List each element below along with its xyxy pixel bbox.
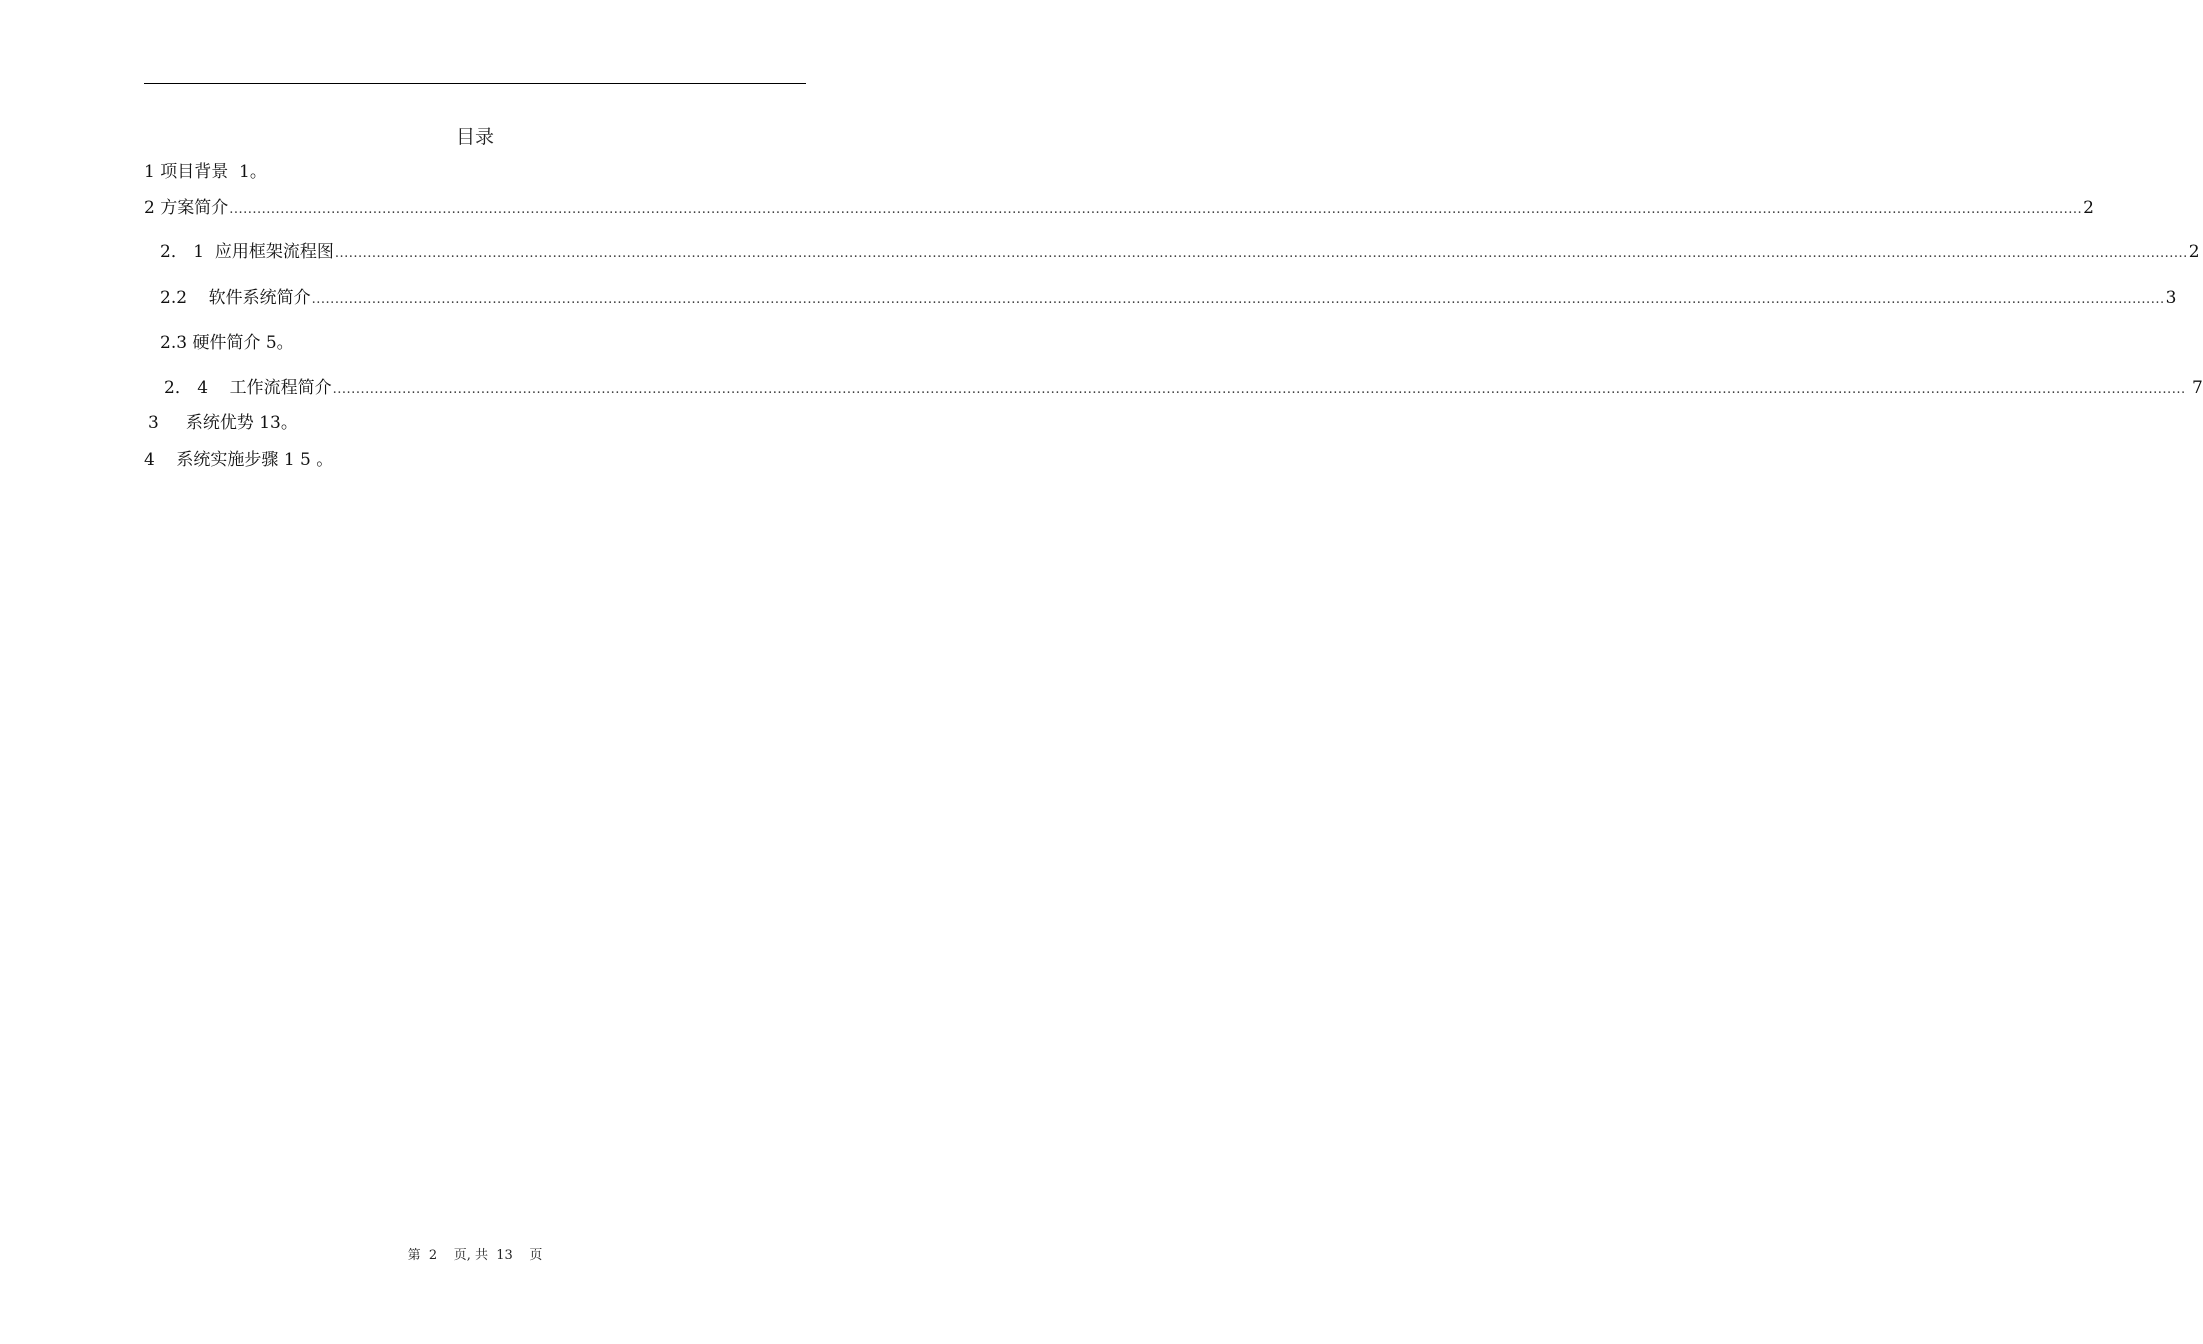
toc-entry-implementation-steps[interactable] [144,448,333,472]
toc-entry-workflow-intro[interactable] [164,376,2203,402]
toc-entry-label: 2.2 软件系统简介 [160,288,311,308]
toc-entry-label: 2 方案简介 [144,198,229,218]
toc-title: 目录 [455,126,494,148]
toc-entry-label: 2． 1 应用框架流程图 [160,242,334,262]
toc-entry-page: 7 [2186,378,2203,398]
toc-entry-label: 4 系统实施步骤 1 5 。 [144,450,334,470]
toc-entry-solution-intro[interactable] [144,196,2094,222]
toc-entry-system-advantages[interactable] [148,411,298,435]
toc-entry-label: 1 项目背景 1。 [144,162,267,182]
toc-entry-label: 3 系统优势 13。 [148,413,298,433]
toc-entry-page: 3 [2165,288,2177,308]
toc-entry-project-background[interactable] [144,160,267,184]
dot-leader: ................................................................................................................................................................................................................................................................................................................................................................................................................ [332,382,2186,397]
dot-leader: ................................................................................................................................................................................................................................................................................................................................................................................................................ [311,292,2165,307]
dot-leader: ................................................................................................................................................................................................................................................................................................................................................................................................................ [334,246,2188,261]
toc-entry-hardware-intro[interactable] [160,331,294,355]
toc-entry-label: 2． 4 工作流程简介 [164,378,332,398]
toc-entry-label: 2.3 硬件简介 5。 [160,333,294,353]
header-rule [144,83,806,84]
toc-entry-framework-flowchart[interactable] [160,240,2200,266]
toc-entry-page: 2 [2188,242,2200,262]
toc-entry-page: 2 [2083,198,2094,218]
page-footer: 第 2 页, 共 13 页 [407,1248,543,1263]
toc-entry-software-intro[interactable] [160,286,2177,312]
dot-leader: ................................................................................................................................................................................................................................................................................................................................................................................................................ [229,202,2083,217]
